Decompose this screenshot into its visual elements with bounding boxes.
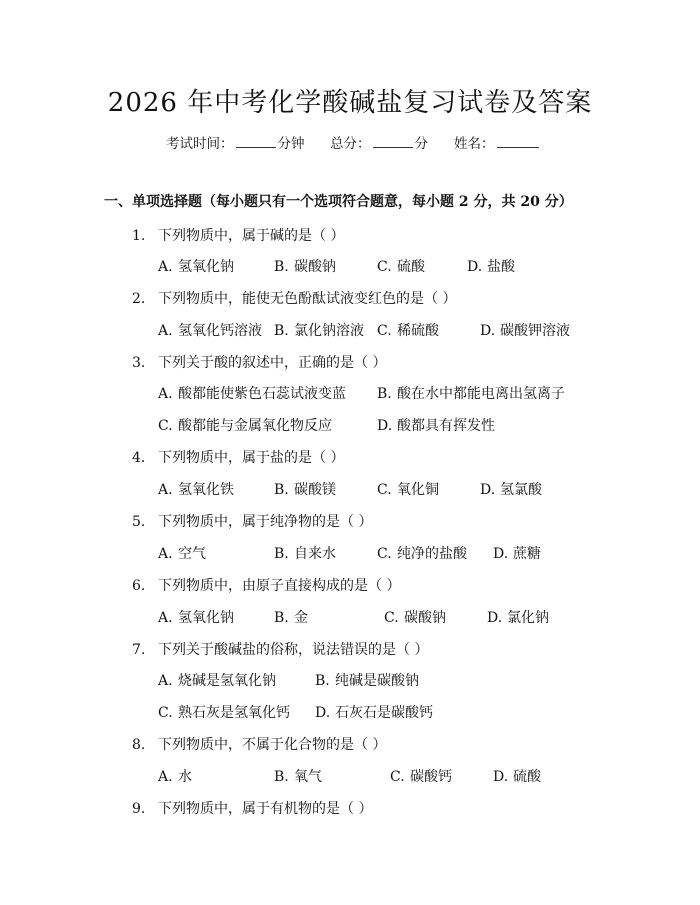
question-stem <box>132 225 344 245</box>
option-text: 金 <box>294 610 308 626</box>
question-text: 下列物质中，属于盐的是（ ） <box>158 450 345 466</box>
option-text: 熟石灰是氢氧化钙 <box>178 705 290 721</box>
option-letter: B. <box>274 259 289 275</box>
option-text: 氢氧化钠 <box>178 610 234 626</box>
question-text: 下列物质中，不属于化合物的是（ ） <box>158 737 387 753</box>
option-letter: C. <box>377 323 392 339</box>
option <box>158 670 276 690</box>
option-letter: D. <box>487 610 503 626</box>
option-letter: A. <box>158 482 173 498</box>
option-letter: D. <box>315 705 331 721</box>
option-text: 烧碱是氢氧化钠 <box>178 673 276 689</box>
question-number: 4. <box>132 450 146 466</box>
option-letter: C. <box>377 482 392 498</box>
option-letter: B. <box>274 546 289 562</box>
option-letter: B. <box>315 673 330 689</box>
question-number: 2. <box>132 291 146 307</box>
option <box>158 543 206 563</box>
option-letter: A. <box>158 323 173 339</box>
option <box>274 607 308 627</box>
option <box>274 479 336 499</box>
option <box>480 320 570 340</box>
option-letter: D. <box>480 482 496 498</box>
question-text: 下列物质中，能使无色酚酞试液变红色的是（ ） <box>158 291 457 307</box>
option <box>377 543 467 563</box>
page-title: 2026 年中考化学酸碱盐复习试卷及答案 <box>107 88 593 118</box>
option-text: 硫酸 <box>513 769 541 785</box>
question-stem <box>132 447 344 467</box>
exam-time-field <box>166 132 305 152</box>
option <box>377 415 495 435</box>
question-text: 下列物质中，属于有机物的是（ ） <box>158 801 373 817</box>
question-stem <box>132 734 386 754</box>
option-letter: B. <box>274 610 289 626</box>
option <box>158 479 234 499</box>
question-number: 3. <box>132 355 146 371</box>
option-letter: D. <box>480 323 496 339</box>
student-name-field <box>454 132 541 152</box>
option-letter: C. <box>158 418 173 434</box>
question-text: 下列物质中，属于纯净物的是（ ） <box>158 514 373 530</box>
question-stem <box>132 798 372 818</box>
option <box>493 766 541 786</box>
option-letter: C. <box>384 610 399 626</box>
option <box>390 766 452 786</box>
option <box>274 256 336 276</box>
total-score-blank <box>373 135 413 148</box>
question-stem <box>132 575 400 595</box>
option-text: 硫酸 <box>397 259 425 275</box>
question-number: 1. <box>132 228 146 244</box>
option-text: 盐酸 <box>487 259 515 275</box>
option <box>377 320 439 340</box>
option-letter: C. <box>377 259 392 275</box>
option-letter: D. <box>467 259 483 275</box>
option-text: 氧气 <box>294 769 322 785</box>
question-stem <box>132 352 386 372</box>
option-text: 碳酸钠 <box>294 259 336 275</box>
option-text: 纯碱是碳酸钠 <box>335 673 419 689</box>
option <box>315 702 433 722</box>
student-name-label: 姓名： <box>454 136 495 152</box>
option <box>315 670 419 690</box>
option-letter: D. <box>493 769 509 785</box>
question-text: 下列关于酸碱盐的俗称，说法错误的是（ ） <box>158 642 429 658</box>
option-letter: B. <box>274 482 289 498</box>
option-text: 氧化铜 <box>397 482 439 498</box>
exam-time-blank <box>236 135 276 148</box>
option-letter: A. <box>158 546 173 562</box>
option-letter: B. <box>274 769 289 785</box>
option-text: 水 <box>178 769 192 785</box>
question-number: 9. <box>132 801 146 817</box>
option <box>274 320 364 340</box>
option <box>493 543 541 563</box>
option <box>384 607 446 627</box>
option <box>158 607 234 627</box>
option <box>377 479 439 499</box>
option-text: 碳酸钾溶液 <box>500 323 570 339</box>
option-text: 碳酸钙 <box>410 769 452 785</box>
question-number: 6. <box>132 578 146 594</box>
option-text: 氢氧化铁 <box>178 482 234 498</box>
total-score-label: 总分： <box>330 136 371 152</box>
option-letter: C. <box>158 705 173 721</box>
question-number: 5. <box>132 514 146 530</box>
option-text: 氯化钠 <box>507 610 549 626</box>
option-letter: C. <box>377 546 392 562</box>
student-name-blank <box>497 135 539 148</box>
option <box>487 607 549 627</box>
option-text: 氢氧化钙溶液 <box>178 323 262 339</box>
exam-time-label: 考试时间： <box>166 136 234 152</box>
option <box>480 479 542 499</box>
option-letter: B. <box>377 386 392 402</box>
option-text: 稀硫酸 <box>397 323 439 339</box>
question-text: 下列物质中，属于碱的是（ ） <box>158 228 345 244</box>
option <box>467 256 515 276</box>
option <box>158 415 332 435</box>
option-text: 酸在水中都能电离出氢离子 <box>397 386 565 402</box>
question-number: 8. <box>132 737 146 753</box>
option <box>158 256 234 276</box>
option-letter: A. <box>158 769 173 785</box>
total-score-field <box>330 132 428 152</box>
option-text: 纯净的盐酸 <box>397 546 467 562</box>
option-letter: B. <box>274 323 289 339</box>
option <box>158 320 262 340</box>
exam-time-unit: 分钟 <box>277 136 305 152</box>
question-stem <box>132 288 456 308</box>
option-text: 石灰石是碳酸钙 <box>335 705 433 721</box>
question-stem <box>132 639 428 659</box>
option-text: 蔗糖 <box>513 546 541 562</box>
option <box>158 702 290 722</box>
option-text: 氯化钠溶液 <box>294 323 364 339</box>
option-text: 酸都能使紫色石蕊试液变蓝 <box>178 386 346 402</box>
question-stem <box>132 511 372 531</box>
section-heading: 一、单项选择题（每小题只有一个选项符合题意，每小题 2 分，共 20 分） <box>104 194 573 210</box>
option-text: 碳酸钠 <box>404 610 446 626</box>
option-letter: A. <box>158 673 173 689</box>
option-text: 自来水 <box>294 546 336 562</box>
option-letter: A. <box>158 386 173 402</box>
option <box>377 256 425 276</box>
option-letter: C. <box>390 769 405 785</box>
option-text: 酸都能与金属氧化物反应 <box>178 418 332 434</box>
option <box>274 543 336 563</box>
option-text: 氢氯酸 <box>500 482 542 498</box>
option-text: 酸都具有挥发性 <box>397 418 495 434</box>
question-text: 下列关于酸的叙述中，正确的是（ ） <box>158 355 387 371</box>
question-number: 7. <box>132 642 146 658</box>
option <box>158 766 192 786</box>
option-letter: D. <box>493 546 509 562</box>
option-text: 碳酸镁 <box>294 482 336 498</box>
option <box>274 766 322 786</box>
option-letter: A. <box>158 259 173 275</box>
option <box>377 383 565 403</box>
option-text: 氢氧化钠 <box>178 259 234 275</box>
option-text: 空气 <box>178 546 206 562</box>
option <box>158 383 346 403</box>
total-score-unit: 分 <box>414 136 428 152</box>
option-letter: A. <box>158 610 173 626</box>
question-text: 下列物质中，由原子直接构成的是（ ） <box>158 578 401 594</box>
option-letter: D. <box>377 418 393 434</box>
